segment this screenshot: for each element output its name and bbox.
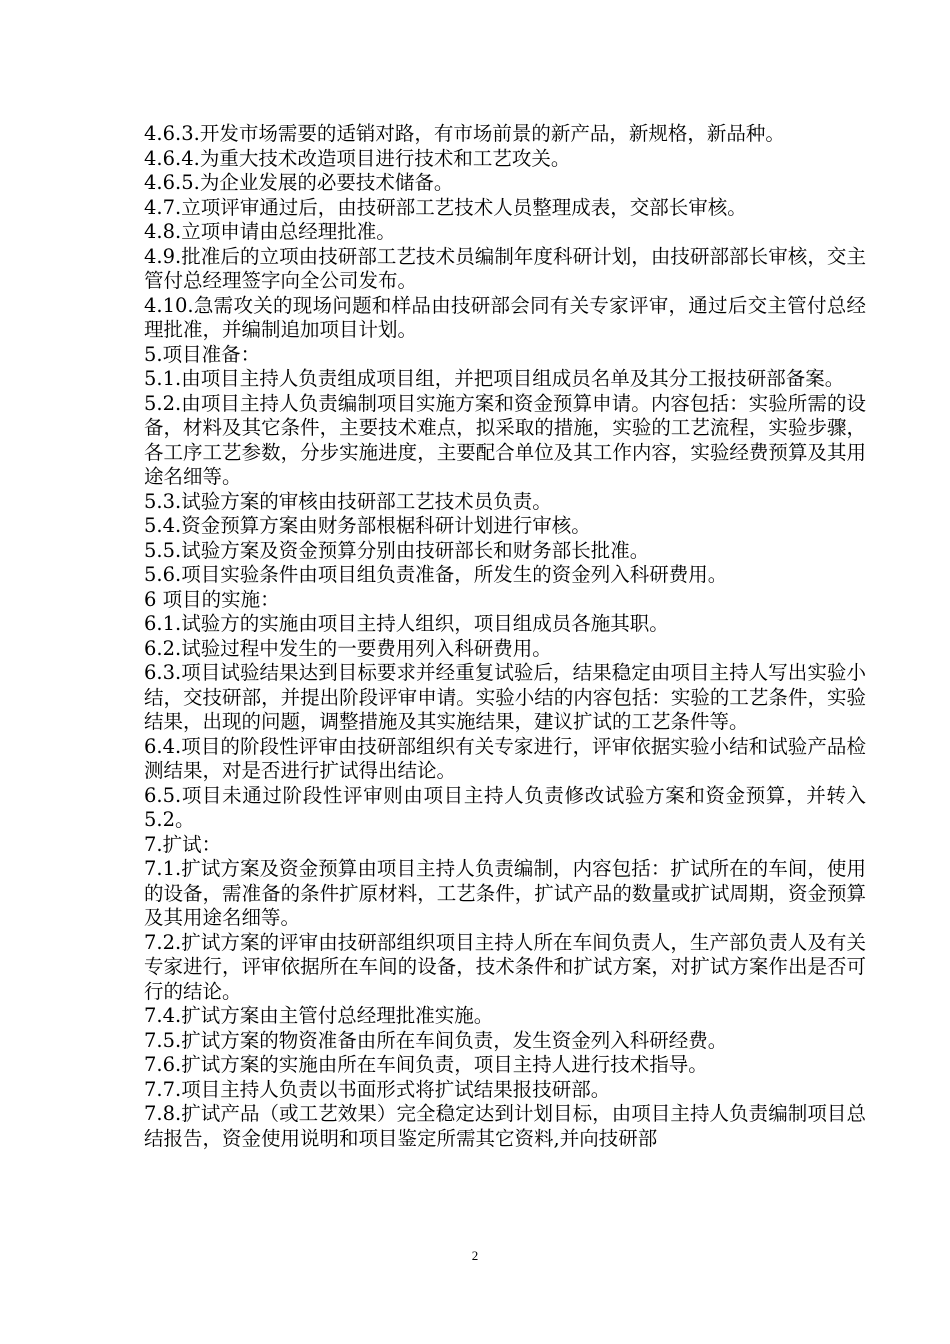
paragraph-4-6-5: 4.6.5.为企业发展的必要技术储备。	[144, 171, 454, 194]
paragraph-4-6-4: 4.6.4.为重大技术改造项目进行技术和工艺攻关。	[144, 146, 571, 170]
paragraph-5-5: 5.5.试验方案及资金预算分别由技研部长和财务部长批准。	[144, 538, 650, 562]
paragraph-4-10: 4.10.急需攻关的现场问题和样品由技研部会同有关专家评审，通过后交主管付总经理批准，并编制追加项目计划。	[144, 293, 866, 341]
paragraph-5-2: 5.2.由项目主持人负责编制项目实施方案和资金预算申请。内容包括：实验所需的设备，材料及其它条件，主要技术难点，拟采取的措施，实验的工艺流程，实验步骤，各工序工艺参数，分步实施进度，主要配合单位及其工作内容，实验经费预算及其用途名细等。	[144, 391, 866, 488]
paragraph-7-1: 7.1.扩试方案及资金预算由项目主持人负责编制，内容包括：扩试所在的车间，使用的设备，需准备的条件扩原材料，工艺条件，扩试产品的数量或扩试周期，资金预算及其用途名细等。	[144, 857, 866, 929]
paragraph-5-1: 5.1.由项目主持人负责组成项目组，并把项目组成员名单及其分工报技研部备案。	[144, 367, 845, 390]
paragraph-5-6: 5.6.项目实验条件由项目组负责准备，所发生的资金列入科研费用。	[144, 563, 728, 586]
section-heading-5: 5.项目准备：	[144, 342, 261, 366]
paragraph-7-2: 7.2.扩试方案的评审由技研部组织项目主持人所在车间负责人，生产部负责人及有关专家进行，评审依据所在车间的设备，技术条件和扩试方案，对扩试方案作出是否可行的结论。	[144, 930, 866, 1003]
paragraph-6-5: 6.5.项目未通过阶段性评审则由项目主持人负责修改试验方案和资金预算，并转入 5.2。	[144, 783, 866, 831]
document-body	[144, 122, 866, 1151]
paragraph-4-9: 4.9.批准后的立项由技研部工艺技术员编制年度科研计划，由技研部部长审核，交主管付总经理签字向全公司发布。	[144, 244, 866, 292]
paragraph-5-3: 5.3.试验方案的审核由技研部工艺技术员负责。	[144, 489, 552, 513]
paragraph-7-5: 7.5.扩试方案的物资准备由所在车间负责，发生资金列入科研经费。	[144, 1028, 728, 1052]
paragraph-4-6-3: 4.6.3.开发市场需要的适销对路，有市场前景的新产品，新规格，新品种。	[144, 122, 785, 145]
paragraph-7-7: 7.7.项目主持人负责以书面形式将扩试结果报技研部。	[144, 1077, 611, 1101]
section-heading-7: 7.扩试：	[144, 832, 222, 856]
paragraph-6-2: 6.2.试验过程中发生的一要费用列入科研费用。	[144, 636, 552, 660]
paragraph-7-6: 7.6.扩试方案的实施由所在车间负责，项目主持人进行技术指导。	[144, 1053, 708, 1076]
paragraph-4-8: 4.8.立项申请由总经理批准。	[144, 220, 396, 243]
paragraph-5-4: 5.4.资金预算方案由财务部根椐科研计划进行审核。	[144, 514, 591, 537]
paragraph-7-4: 7.4.扩试方案由主管付总经理批准实施。	[144, 1004, 494, 1027]
section-heading-6: 6 项目的实施：	[144, 587, 280, 611]
paragraph-4-7: 4.7.立项评审通过后，由技研部工艺技术人员整理成表，交部长审核。	[144, 195, 747, 219]
page-number: 2	[471, 1248, 479, 1263]
paragraph-6-4: 6.4.项目的阶段性评审由技研部组织有关专家进行，评审依据实验小结和试验产品检测结果，对是否进行扩试得出结论。	[144, 734, 866, 782]
paragraph-6-1: 6.1.试验方的实施由项目主持人组织，项目组成员各施其职。	[144, 612, 669, 635]
paragraph-6-3: 6.3.项目试验结果达到目标要求并经重复试验后，结果稳定由项目主持人写出实验小结，交技研部，并提出阶段评审申请。实验小结的内容包括：实验的工艺条件，实验结果，出现的问题，调整措施及其实施结果，建议扩试的工艺条件等。	[144, 661, 866, 733]
paragraph-7-8: 7.8.扩试产品（或工艺效果）完全稳定达到计划目标，由项目主持人负责编制项目总结报告，资金使用说明和项目鉴定所需其它资料,并向技研部	[144, 1102, 866, 1150]
